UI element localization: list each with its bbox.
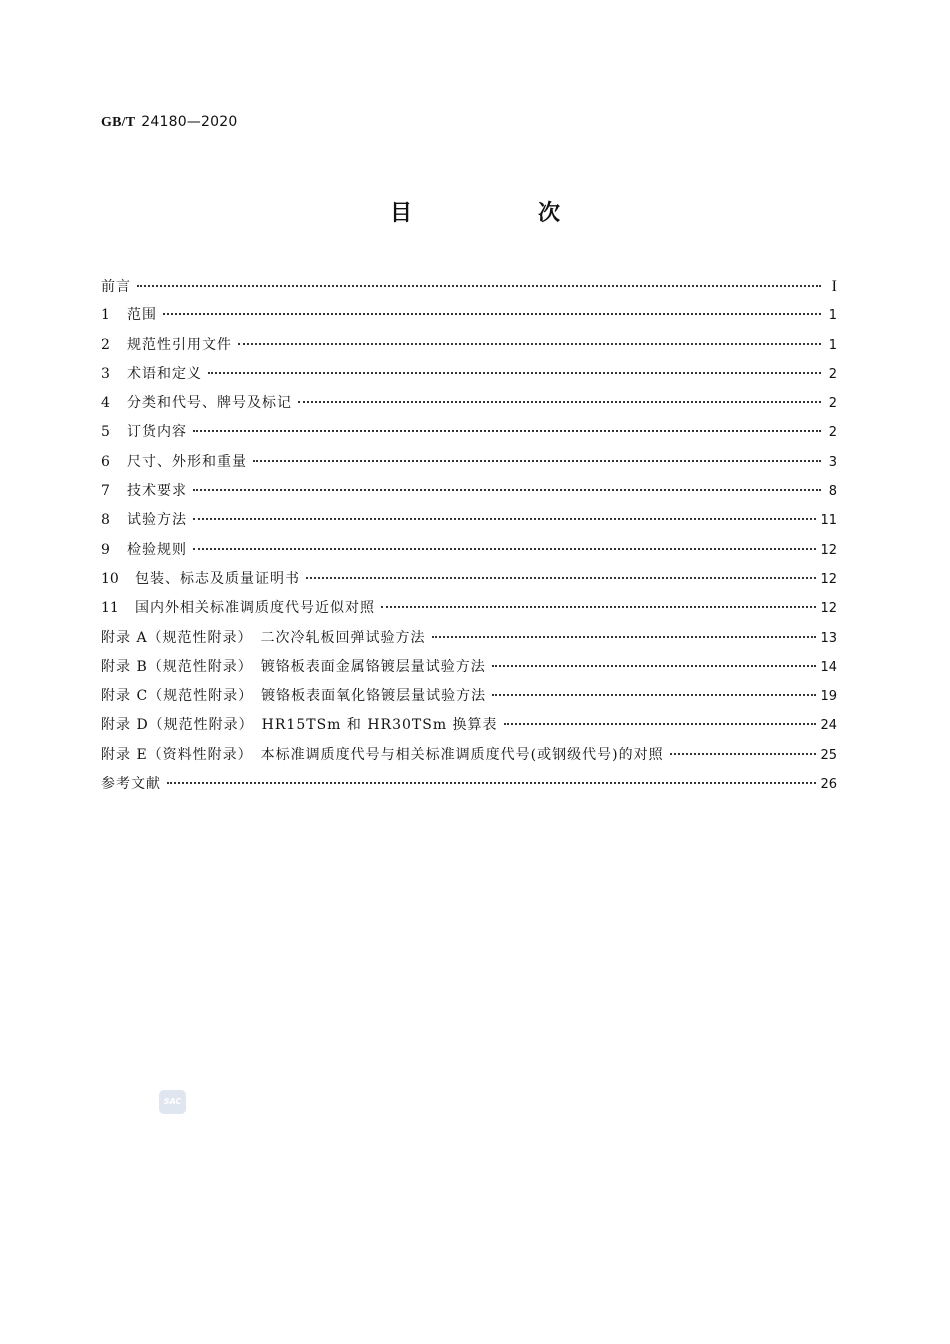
toc-page-number: 26 [820,777,837,793]
toc-page-number: 3 [828,454,837,470]
toc-entry-title: 附录 A（规范性附录） 二次冷轧板回弹试验方法 [101,629,426,646]
toc-dot-leader [238,329,821,345]
toc-entry[interactable] [101,418,837,447]
sac-watermark-logo: SAC [159,1090,186,1114]
toc-entry[interactable] [101,565,837,594]
toc-entry-title: 试验方法 [127,512,187,529]
toc-page-number: 24 [820,718,837,734]
toc-entry[interactable] [101,272,837,301]
toc-entry-title: 附录 C（规范性附录） 镀铬板表面氧化铬镀层量试验方法 [101,688,487,705]
toc-entry-title: 参考文献 [101,776,161,793]
toc-dot-leader [298,387,821,403]
toc-page-number: 12 [820,601,837,617]
toc-entry-number: 2 [101,336,110,353]
toc-page-number: 2 [828,425,837,441]
toc-dot-leader [253,446,821,462]
toc-dot-leader [167,768,816,784]
toc-entry-title: 尺寸、外形和重量 [127,453,247,470]
toc-entry-number: 3 [101,365,110,382]
toc-entry[interactable] [101,682,837,711]
toc-page-number: 14 [820,659,837,675]
toc-entry[interactable] [101,301,837,330]
toc-entry-number: 1 [101,307,110,324]
toc-page-number: 12 [820,542,837,558]
toc-dot-leader [193,416,821,432]
toc-entry-number: 6 [101,453,110,470]
toc-page-number: 8 [828,484,837,500]
toc-dot-leader [208,358,821,374]
toc-entry-title: 国内外相关标准调质度代号近似对照 [135,600,375,617]
toc-entry-number: 7 [101,483,110,500]
toc-entry[interactable] [101,741,837,770]
toc-entry[interactable] [101,448,837,477]
toc-entry[interactable] [101,594,837,623]
toc-entry[interactable] [101,653,837,682]
toc-entry[interactable] [101,624,837,653]
standard-prefix: GB/T [101,115,136,130]
toc-entry-title: 前言 [101,279,131,295]
toc-page-number: 25 [820,747,837,763]
toc-page-number: 11 [820,513,837,529]
toc-dot-leader [137,271,821,287]
toc-page-number: 19 [820,689,837,705]
toc-dot-leader [504,709,817,725]
toc-entry-title: 规范性引用文件 [127,336,232,353]
toc-dot-leader [193,475,821,491]
toc-entry-title: 附录 B（规范性附录） 镀铬板表面金属铬镀层量试验方法 [101,658,486,675]
toc-entry[interactable] [101,389,837,418]
toc-entry-number: 5 [101,424,110,441]
toc-entry-number: 9 [101,541,110,558]
toc-entry[interactable] [101,506,837,535]
toc-entry[interactable] [101,770,837,799]
toc-dot-leader [492,680,816,696]
toc-entry[interactable] [101,477,837,506]
toc-dot-leader [432,622,817,638]
toc-entry-number: 8 [101,512,110,529]
toc-entry-number: 11 [101,600,119,617]
toc-entry[interactable] [101,711,837,740]
toc-dot-leader [163,299,821,315]
table-of-contents [101,272,837,799]
standard-code [101,114,237,131]
toc-entry[interactable] [101,360,837,389]
toc-entry-title: 分类和代号、牌号及标记 [127,395,292,412]
toc-entry-title: 附录 E（资料性附录） 本标准调质度代号与相关标准调质度代号(或钢级代号)的对照 [101,746,664,763]
toc-entry-title: 包装、标志及质量证明书 [135,570,300,587]
standard-number: 24180—2020 [141,114,238,130]
toc-dot-leader [306,563,816,579]
toc-entry-title: 技术要求 [127,483,187,500]
toc-entry-title: 术语和定义 [127,365,202,382]
toc-entry-title: 附录 D（规范性附录） HR15TSm 和 HR30TSm 换算表 [101,717,498,734]
toc-page-number: 1 [828,308,837,324]
toc-page-number: 1 [828,337,837,353]
toc-entry-title: 订货内容 [127,424,187,441]
toc-dot-leader [381,592,816,608]
toc-entry-title: 范围 [127,307,157,324]
toc-page-number: 2 [828,396,837,412]
toc-page-number: I [831,278,837,295]
toc-dot-leader [492,651,817,667]
page-title: 目 次 [389,201,612,226]
toc-dot-leader [670,739,817,755]
toc-entry[interactable] [101,331,837,360]
toc-page-number: 12 [820,571,837,587]
toc-entry-number: 10 [101,570,119,587]
toc-page-number: 2 [828,366,837,382]
toc-page-number: 13 [820,630,837,646]
toc-entry-title: 检验规则 [127,541,187,558]
toc-dot-leader [193,504,816,520]
toc-entry[interactable] [101,536,837,565]
toc-entry-number: 4 [101,395,110,412]
toc-dot-leader [193,534,816,550]
